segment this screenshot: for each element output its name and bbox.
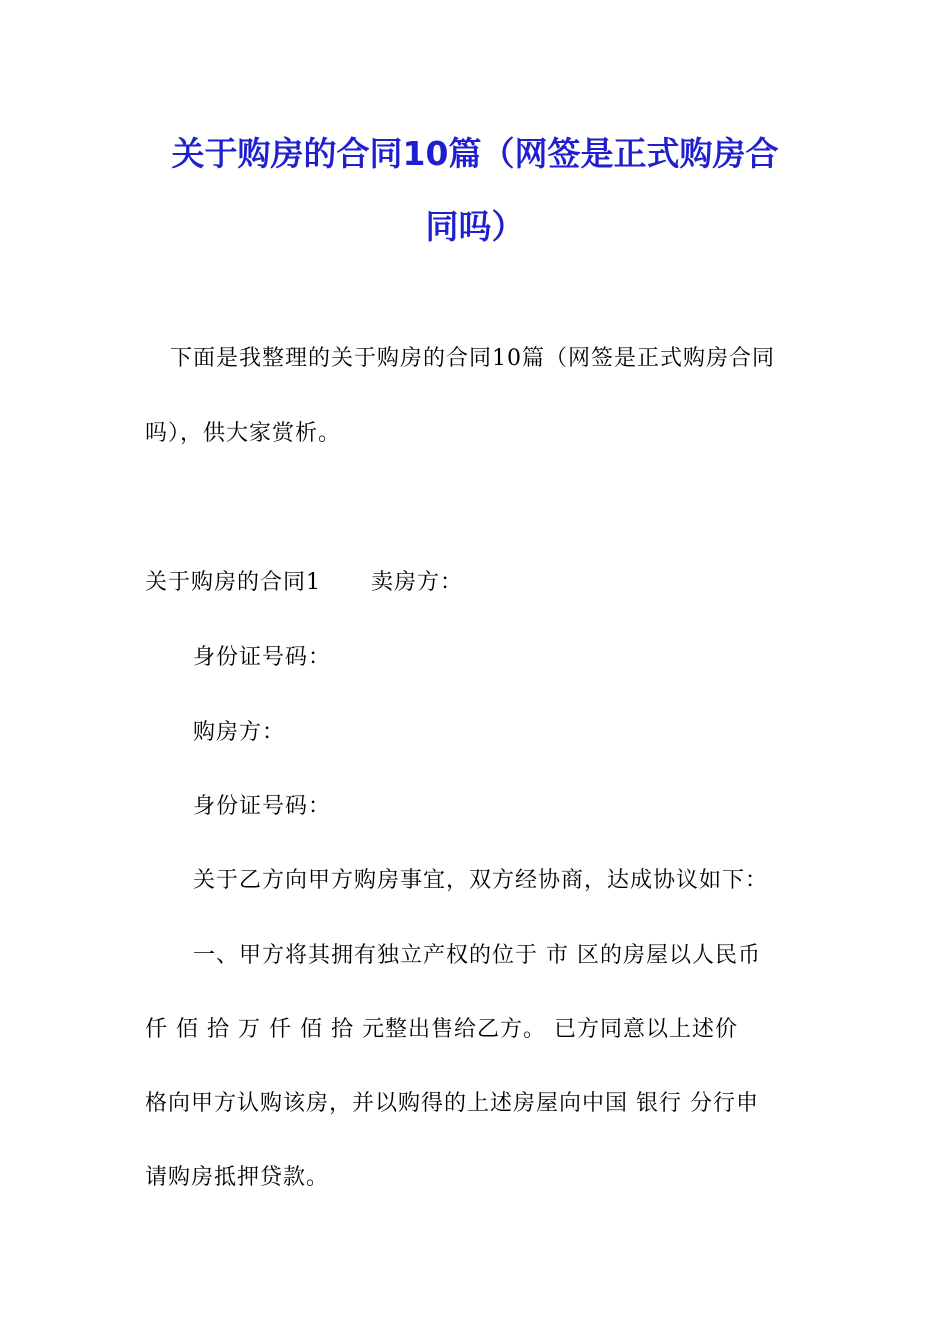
clause-1-line-4: 请购房抵押贷款。 <box>145 1165 330 1190</box>
clause-1-line-1: 一、甲方将其拥有独立产权的位于 市 区的房屋以人民币 <box>193 943 761 968</box>
section-heading-row <box>145 568 463 598</box>
seller-id-label: 身份证号码： <box>193 645 332 670</box>
seller-label: 卖房方： <box>371 570 464 595</box>
intro-line-1: 下面是我整理的关于购房的合同10篇（网签是正式购房合同 <box>170 346 775 371</box>
buyer-id-label: 身份证号码： <box>193 794 332 819</box>
section-heading: 关于购房的合同1 <box>145 570 321 595</box>
buyer-label: 购房方： <box>193 720 286 745</box>
document-title-line-2: 同吗） <box>425 207 525 246</box>
clause-1-line-3: 格向甲方认购该房，并以购得的上述房屋向中国 银行 分行申 <box>145 1091 759 1116</box>
clause-1-line-2: 仟 佰 拾 万 仟 佰 拾 元整出售给乙方。 已方同意以上述价 <box>145 1017 738 1042</box>
intro-line-2: 吗），供大家赏析。 <box>145 421 342 446</box>
agreement-intro: 关于乙方向甲方购房事宜，双方经协商，达成协议如下： <box>193 868 769 893</box>
document-title-line-1: 关于购房的合同10篇（网签是正式购房合 <box>171 134 779 173</box>
